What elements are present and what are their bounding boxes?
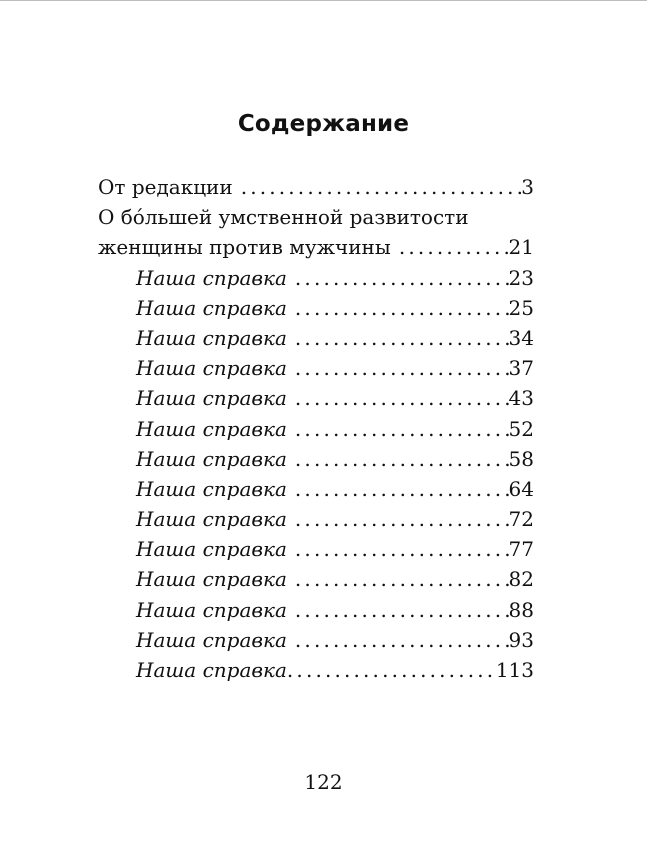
toc-subentry[interactable] <box>98 263 534 293</box>
toc-subentry-page: 37 <box>508 356 534 381</box>
toc-subentry-page: 82 <box>508 567 534 592</box>
toc-subentry[interactable] <box>98 383 534 413</box>
toc-subentry[interactable] <box>98 564 534 594</box>
dot-leader <box>287 414 509 444</box>
toc-entry-page: 21 <box>508 235 534 260</box>
toc-entry-label: От редакции <box>98 175 233 199</box>
dot-leader <box>287 504 509 534</box>
toc-subentry-label: Наша справка <box>136 537 287 562</box>
dot-leader <box>287 655 496 685</box>
toc-subentry-page: 52 <box>508 416 534 441</box>
toc-subentry[interactable] <box>98 534 534 564</box>
toc-subentry-page: 34 <box>508 325 534 350</box>
toc-subentry-label: Наша справка <box>136 627 287 652</box>
toc-subentry-label: Наша справка <box>136 658 287 682</box>
dot-leader <box>233 172 522 202</box>
toc-subentry[interactable] <box>98 625 534 655</box>
toc-entry-label: женщины против мужчины <box>98 235 391 260</box>
dot-leader <box>287 444 509 474</box>
dot-leader <box>287 383 509 413</box>
toc-subentry[interactable] <box>98 293 534 323</box>
dot-leader <box>287 263 509 293</box>
dot-leader <box>287 595 509 625</box>
toc-subentry-page: 77 <box>508 537 534 562</box>
dot-leader <box>287 564 509 594</box>
toc-subentry-label: Наша справка <box>136 446 287 471</box>
toc-subentry[interactable] <box>98 353 534 383</box>
toc-subentry-page: 88 <box>508 597 534 622</box>
toc-subentry-page: 64 <box>508 476 534 501</box>
toc-entry-label-line[interactable]: О бóльшей умственной развитости <box>98 205 469 230</box>
page-title: Содержание <box>237 111 410 137</box>
toc-subentry-label: Наша справка <box>136 386 287 411</box>
dot-leader <box>287 353 509 383</box>
toc-subentry[interactable] <box>98 504 534 534</box>
toc-subentry-page: 43 <box>508 386 534 411</box>
dot-leader <box>287 534 509 564</box>
toc-subentry[interactable] <box>98 595 534 625</box>
dot-leader <box>287 474 509 504</box>
toc-subentry[interactable] <box>98 444 534 474</box>
toc-subentry-label: Наша справка <box>136 597 287 622</box>
dot-leader <box>287 625 509 655</box>
dot-leader <box>287 293 509 323</box>
toc-subentry-page: 23 <box>508 265 534 290</box>
toc-subentry-label: Наша справка <box>136 356 287 381</box>
toc-subentry[interactable] <box>98 323 534 353</box>
dot-leader <box>287 323 509 353</box>
toc-subentry-page: 113 <box>495 658 534 682</box>
toc-subentry-label: Наша справка <box>136 476 287 501</box>
toc-entry[interactable] <box>98 232 534 262</box>
toc-subentry-label: Наша справка <box>136 567 287 592</box>
toc-subentry[interactable] <box>98 474 534 504</box>
toc-subentry-page: 58 <box>508 446 534 471</box>
toc-subentry-label: Наша справка <box>136 265 287 290</box>
toc-subentry-label: Наша справка <box>136 416 287 441</box>
toc-subentry[interactable] <box>98 414 534 444</box>
toc-subentry-label: Наша справка <box>136 295 287 320</box>
toc-entry-page: 3 <box>521 175 534 199</box>
toc-subentry-label: Наша справка <box>136 325 287 350</box>
toc-subentry-page: 72 <box>508 507 534 532</box>
dot-leader <box>391 232 509 262</box>
toc-subentry-label: Наша справка <box>136 507 287 532</box>
toc-subentry[interactable] <box>98 655 534 685</box>
page-number: 122 <box>304 770 343 794</box>
table-of-contents <box>98 172 534 685</box>
toc-subentry-page: 25 <box>508 295 534 320</box>
toc-subentry-page: 93 <box>508 627 534 652</box>
toc-entry[interactable] <box>98 172 534 202</box>
